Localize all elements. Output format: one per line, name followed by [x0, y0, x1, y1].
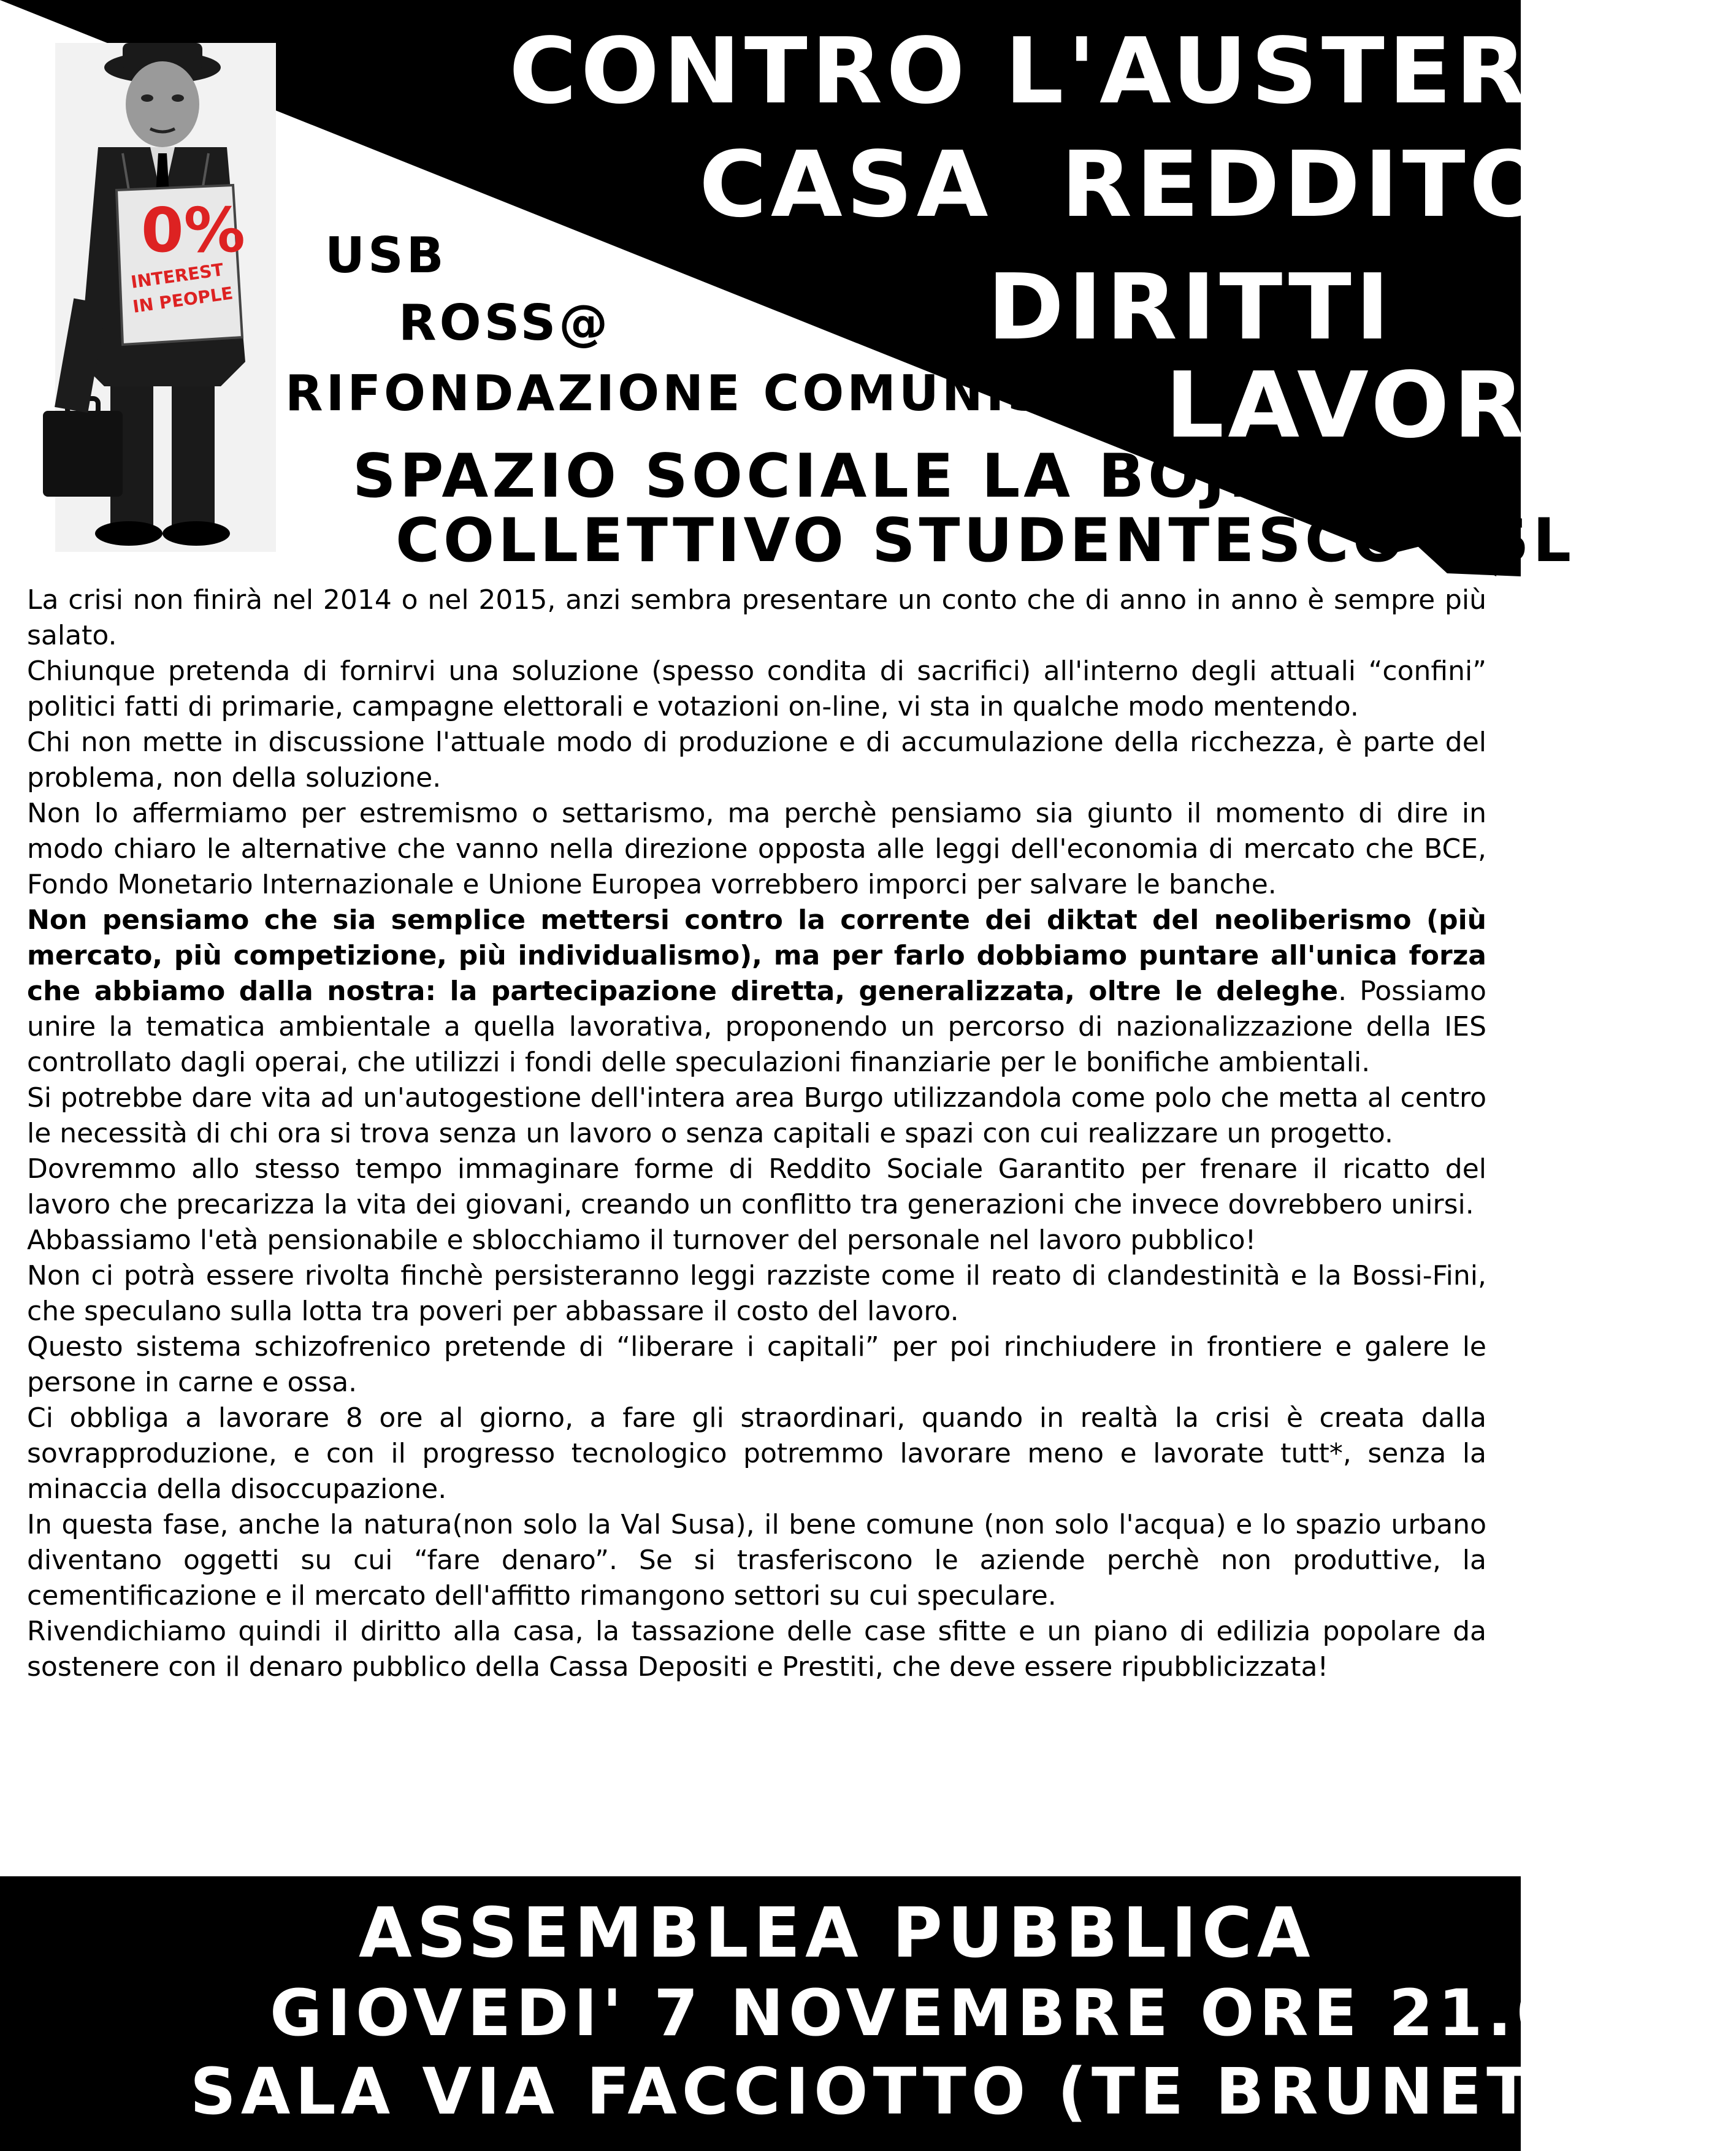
- slogan-contro-austerita: CONTRO L'AUSTERITA': [509, 18, 1736, 124]
- paragraph: La crisi non finirà nel 2014 o nel 2015, anzi sembra presentare un conto che di anno in anno è sempre più salato.: [27, 584, 1486, 651]
- paragraph: Dovremmo allo stesso tempo immaginare forme di Reddito Sociale Garantito per frenare il ricatto del lavoro che precarizza la vita dei giovani, creando un conflitto tra generazioni che invece dovrebbero unirsi.: [27, 1153, 1486, 1220]
- paragraph-emphasis: [27, 903, 1486, 1080]
- slogan-casa: CASA: [699, 132, 992, 237]
- svg-text:INTEREST: INTEREST: [129, 259, 225, 292]
- paragraph: Abbassiamo l'età pensionabile e sblocchiamo il turnover del personale nel lavoro pubblico!: [27, 1225, 1256, 1256]
- paragraph-continuation: . Possiamo unire la tematica ambientale a quella lavorativa, proponendo un percorso di nazionalizzazione della IES controllato dagli operai, che utilizzi i fondi delle speculazioni finanziarie per le bonifiche ambientali.: [27, 976, 1486, 1078]
- org-rossa: ROSS@: [399, 294, 611, 351]
- org-usb: USB: [325, 227, 447, 284]
- paragraph: Questo sistema schizofrenico pretende di “liberare i capitali” per poi rinchiudere in frontiere e galere le persone in carne e ossa.: [27, 1331, 1486, 1398]
- paragraph: Chiunque pretenda di fornirvi una soluzione (spesso condita di sacrifici) all'interno degli attuali “confini” politici fatti di primarie, campagne elettorali e votazioni on-line, vi sta in qualche modo mentendo.: [27, 655, 1486, 722]
- paragraph: Rivendichiamo quindi il diritto alla casa, la tassazione delle case sfitte e un piano di edilizia popolare da sostenere con il denaro pubblico della Cassa Depositi e Prestiti, che deve essere ripubblicizzata!: [27, 1616, 1486, 1683]
- footer-banner: [0, 1876, 1648, 2151]
- paragraph: Non ci potrà essere rivolta finchè persisteranno leggi razziste come il reato di clandestinità e la Bossi-Fini, che speculano sulla lotta tra poveri per abbassare il costo del lavoro.: [27, 1260, 1486, 1327]
- slogan-reddito: REDDITO: [1061, 132, 1552, 237]
- svg-text:IN PEOPLE: IN PEOPLE: [131, 283, 234, 317]
- org-spazio-sociale: SPAZIO SOCIALE LA BOJE!: [353, 441, 1305, 511]
- footer-location: SALA VIA FACCIOTTO (TE BRUNETTI): [190, 2054, 1648, 2129]
- paragraph: In questa fase, anche la natura(non solo la Val Susa), il bene comune (non solo l'acqua) e lo spazio urbano diventano oggetti su cui “fare denaro”. Se si trasferiscono le aziende perchè non produttive, la cementificazione e il mercato dell'affitto rimangono settori su cui speculare.: [27, 1509, 1486, 1611]
- body-text: [27, 583, 1486, 1685]
- slogan-lavoro: LAVORO: [1165, 353, 1611, 458]
- footer-assemblea: ASSEMBLEA PUBBLICA: [359, 1893, 1315, 1973]
- paragraph: Ci obbliga a lavorare 8 ore al giorno, a fare gli straordinari, quando in realtà la crisi è creata dalla sovrapproduzione, e con il progresso tecnologico potremmo lavorare meno e lavorate tutt*, senza la minaccia della disoccupazione.: [27, 1402, 1486, 1505]
- footer-date-time: GIOVEDI' 7 NOVEMBRE ORE 21.00: [270, 1976, 1615, 2050]
- placard-percent: 0%: [141, 194, 245, 266]
- bold-statement: Non pensiamo che sia semplice mettersi contro la corrente dei diktat del neoliberismo (più mercato, più competizione, più individualismo), ma per farlo dobbiamo puntare all'unica forza che abbiamo dalla nostra: la partecipazione diretta, generalizzata, oltre le deleghe: [27, 904, 1486, 1007]
- org-rifondazione-comunista: RIFONDAZIONE COMUNISTA: [285, 365, 1120, 422]
- paragraph: Non lo affermiamo per estremismo o settarismo, ma perchè pensiamo sia giunto il momento di dire in modo chiaro le alternative che vanno nella direzione opposta alle leggi dell'economia di mercato che BCE, Fondo Monetario Internazionale e Unione Europea vorrebbero imporci per salvare le banche.: [27, 798, 1486, 900]
- paragraph: Si potrebbe dare vita ad un'autogestione dell'intera area Burgo utilizzandola come polo che metta al centro le necessità di chi ora si trova senza un lavoro o senza capitali e spazi con cui realizzare un progetto.: [27, 1082, 1486, 1149]
- man-with-placard-illustration: [31, 43, 294, 552]
- paragraph: Chi non mette in discussione l'attuale modo di produzione e di accumulazione della ricchezza, è parte del problema, non della soluzione.: [27, 727, 1486, 793]
- slogan-diritti: DIRITTI: [987, 254, 1394, 360]
- org-collettivo-studentesco: COLLETTIVO STUDENTESCO HSL: [396, 506, 1575, 576]
